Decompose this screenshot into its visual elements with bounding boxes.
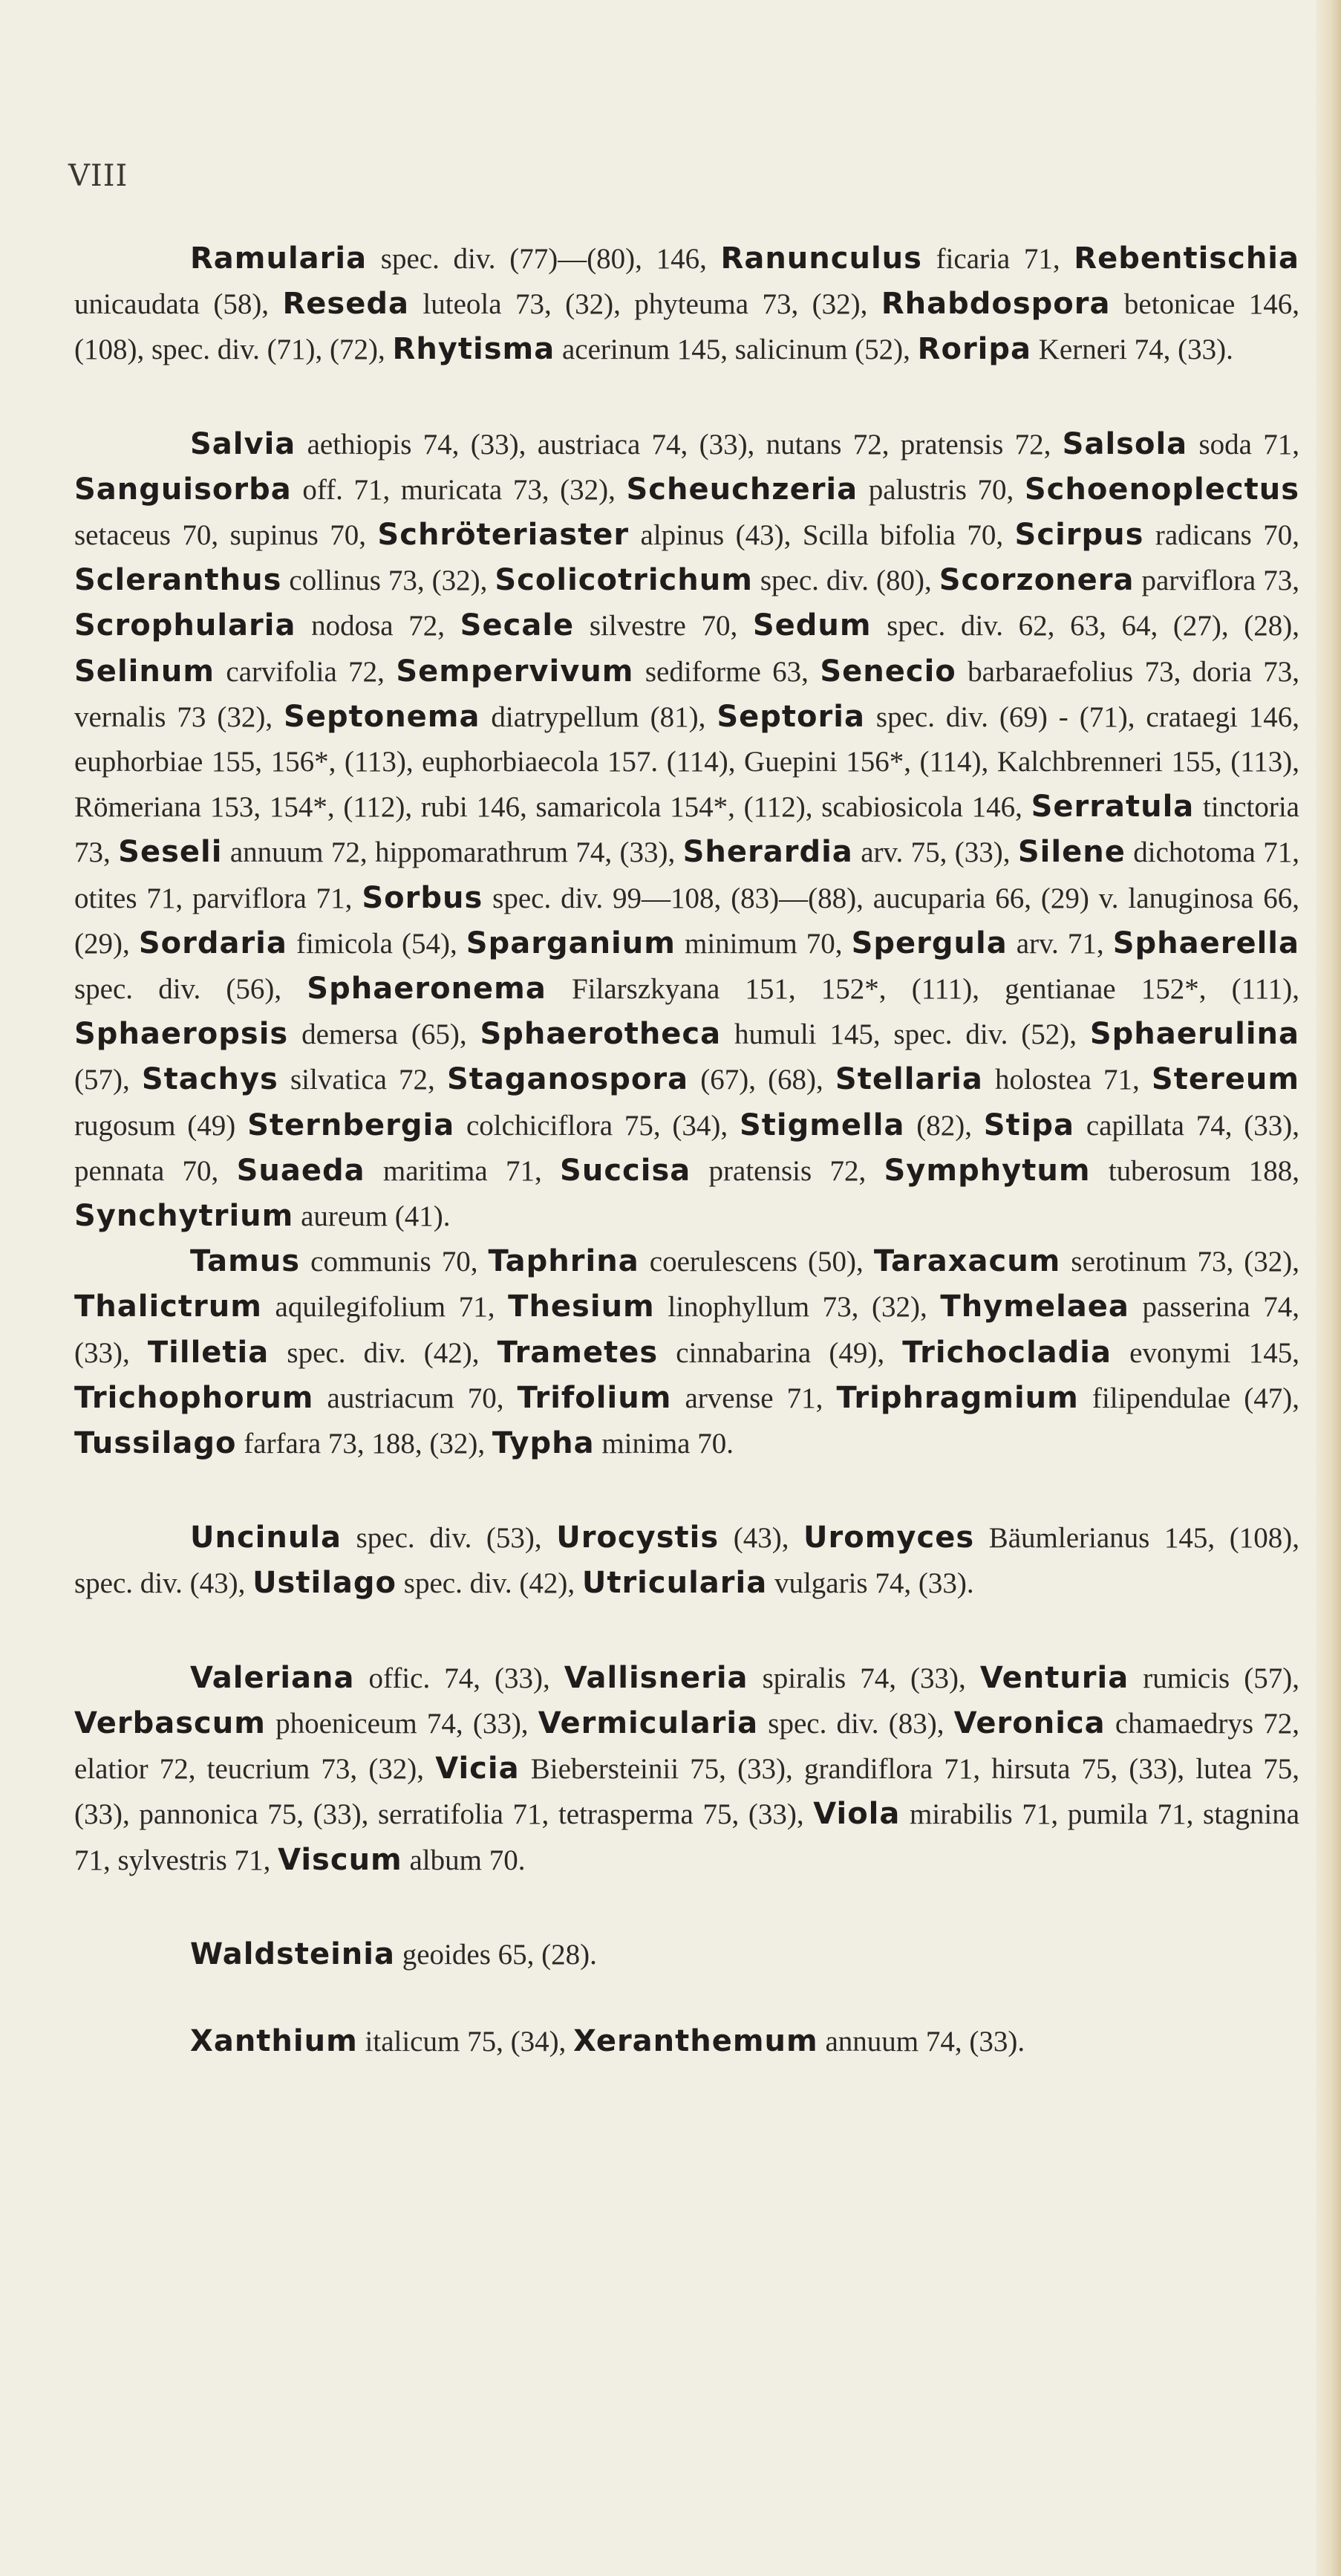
genus-name: Typha (492, 1426, 595, 1461)
genus-name: Sparganium (466, 926, 676, 960)
genus-name: Succisa (560, 1153, 691, 1188)
entry-detail: aquilegifolium 71, (261, 1291, 509, 1324)
entry-detail: spec. div. (53), (342, 1522, 557, 1555)
entry-detail: ficaria 71, (921, 243, 1074, 275)
genus-name: Venturia (979, 1660, 1129, 1695)
entry-detail: spec. div. (56), (74, 973, 307, 1006)
entry-detail: (43), (719, 1522, 804, 1555)
entry-detail: sediforme 63, (633, 655, 820, 688)
entry-detail: betonicae 146, (108), spec. div. (71), (72), (74, 288, 1299, 366)
entry-detail: vulgaris 74, (33). (767, 1567, 974, 1600)
genus-name: Stigmella (739, 1108, 905, 1142)
index-paragraph-u (74, 1515, 1299, 1606)
genus-name: Stellaria (835, 1062, 983, 1097)
entry-detail: pratensis 72, (691, 1154, 884, 1187)
genus-name: Stereum (1151, 1062, 1299, 1097)
genus-name: Verbascum (74, 1705, 266, 1740)
entry-detail: setaceus 70, supinus 70, (74, 519, 378, 552)
genus-name: Sphaerella (1112, 926, 1300, 960)
entry-detail: carvifolia 72, (215, 655, 397, 688)
entry-detail: arv. 75, (33), (852, 836, 1018, 869)
entry-detail: geoides 65, (28). (394, 1938, 597, 1971)
entry-detail: evonymi 145, (1111, 1336, 1300, 1369)
entry-detail: nodosa 72, (296, 610, 460, 643)
genus-name: Rhabdospora (881, 287, 1111, 322)
entry-detail: collinus 73, (32), (281, 565, 495, 597)
index-paragraph-s (74, 422, 1299, 1240)
genus-name: Seseli (118, 835, 223, 870)
entry-detail: austriacum 70, (313, 1382, 518, 1414)
genus-name: Taraxacum (873, 1244, 1061, 1279)
entry-detail: acerinum 145, salicinum (52), (555, 334, 918, 366)
genus-name: Senecio (820, 654, 956, 689)
genus-name: Spergula (851, 926, 1008, 960)
entry-detail: soda 71, (1187, 428, 1299, 461)
genus-name: Serratula (1031, 790, 1195, 824)
genus-name: Sorbus (362, 880, 483, 915)
genus-name: Vallisneria (564, 1660, 748, 1695)
genus-name: Trichocladia (902, 1335, 1112, 1370)
genus-name: Viola (813, 1797, 901, 1832)
genus-name: Sphaerotheca (480, 1017, 722, 1052)
entry-detail: communis 70, (300, 1246, 489, 1278)
genus-name: Rebentischia (1074, 241, 1299, 276)
genus-name: Sanguisorba (74, 472, 292, 507)
entry-detail: coerulescens (50), (639, 1246, 874, 1278)
entry-detail: luteola 73, (32), phyteuma 73, (32), (408, 288, 881, 321)
index-paragraph-x (74, 2019, 1299, 2064)
genus-name: Xanthium (190, 2023, 358, 2058)
entry-detail: parviflora 73, (1134, 565, 1299, 597)
genus-name: Schröteriaster (377, 518, 630, 553)
entry-detail: spiralis 74, (33), (748, 1662, 980, 1694)
genus-name: Selinum (74, 654, 215, 689)
entry-detail: spec. div. 99—108, (83)—(88), aucuparia 66, (29) v. lanuginosa 66, (29), (74, 882, 1299, 960)
entry-detail: unicaudata (58), (74, 288, 283, 321)
entry-detail: demersa (65), (288, 1018, 480, 1051)
genus-name: Ramularia (190, 241, 368, 276)
entry-detail: rugosum (49) (74, 1109, 248, 1142)
entry-detail: (82), (904, 1109, 984, 1142)
genus-name: Symphytum (884, 1153, 1091, 1188)
index-paragraph-v (74, 1656, 1299, 1883)
entry-detail: rumicis (57), (1129, 1662, 1299, 1694)
genus-name: Taphrina (488, 1244, 639, 1279)
entry-detail: aethiopis 74, (33), austriaca 74, (33), nutans 72, pratensis 72, (296, 428, 1063, 461)
genus-name: Stipa (983, 1108, 1075, 1142)
entry-detail: spec. div. (83), (758, 1707, 954, 1740)
entry-detail: minima 70. (594, 1428, 734, 1460)
genus-name: Sphaeronema (307, 972, 546, 1006)
genus-name: Triphragmium (836, 1380, 1079, 1415)
entry-detail: tinctoria 73, (74, 791, 1299, 869)
genus-name: Trametes (497, 1335, 659, 1370)
genus-name: Schoenoplectus (1024, 472, 1299, 507)
index-text (74, 236, 1299, 2113)
entry-detail: Bäumlerianus 145, (108), spec. div. (43), (74, 1522, 1299, 1600)
index-paragraph-w (74, 1932, 1299, 1977)
entry-detail: colchiciflora 75, (34), (454, 1109, 740, 1142)
genus-name: Staganospora (446, 1062, 689, 1097)
genus-name: Silene (1017, 835, 1126, 870)
genus-name: Valeriana (190, 1660, 355, 1695)
entry-detail: maritima 71, (365, 1154, 561, 1187)
entry-detail: mirabilis 71, pumila 71, stagnina 71, sylvestris 71, (74, 1798, 1300, 1876)
entry-detail: palustris 70, (858, 473, 1025, 506)
genus-name: Ustilago (252, 1566, 397, 1601)
entry-detail: capillata 74, (33), pennata 70, (74, 1109, 1300, 1187)
entry-detail: spec. div. 62, 63, 64, (27), (28), (871, 610, 1299, 643)
genus-name: Waldsteinia (190, 1936, 395, 1971)
page-edge (1316, 0, 1341, 2576)
genus-name: Scheuchzeria (626, 472, 858, 507)
genus-name: Utricularia (581, 1566, 768, 1601)
entry-detail: diatrypellum (81), (480, 700, 717, 733)
genus-name: Tilletia (147, 1335, 270, 1370)
genus-name: Stachys (141, 1062, 278, 1097)
genus-name: Uncinula (190, 1520, 342, 1555)
entry-detail: filipendulae (47), (1078, 1382, 1299, 1414)
entry-detail: spec. div. (42), (269, 1336, 497, 1369)
genus-name: Viscum (278, 1842, 402, 1877)
genus-name: Suaeda (236, 1153, 365, 1188)
genus-name: Reseda (282, 287, 409, 322)
genus-name: Sphaerulina (1089, 1017, 1299, 1052)
genus-name: Septoria (717, 699, 865, 734)
entry-detail: tuberosum 188, (1090, 1154, 1299, 1187)
entry-detail: off. 71, muricata 73, (32), (291, 473, 627, 506)
index-paragraph-r (74, 236, 1299, 373)
genus-name: Sempervivum (396, 654, 634, 689)
genus-name: Sternbergia (247, 1108, 455, 1142)
entry-detail: annuum 74, (33). (818, 2025, 1025, 2058)
entry-detail: barbaraefolius 73, doria 73, vernalis 73 (32), (74, 655, 1299, 733)
entry-detail: spec. div. (80), (752, 565, 939, 597)
entry-detail: (67), (68), (688, 1064, 835, 1096)
entry-detail: offic. 74, (33), (354, 1662, 564, 1694)
genus-name: Rhytisma (392, 332, 555, 367)
entry-detail: spec. div. (42), (397, 1567, 582, 1600)
genus-name: Salsola (1062, 426, 1188, 461)
genus-name: Vicia (435, 1752, 520, 1786)
genus-name: Thymelaea (940, 1289, 1129, 1324)
genus-name: Thesium (508, 1289, 655, 1324)
genus-name: Thalictrum (74, 1289, 262, 1324)
entry-detail: alpinus (43), Scilla bifolia 70, (629, 519, 1015, 552)
genus-name: Secale (460, 608, 575, 643)
entry-detail: silvestre 70, (574, 610, 753, 643)
entry-detail: chamaedrys 72, elatior 72, teucrium 73, (32), (74, 1707, 1300, 1786)
index-paragraph-t (74, 1239, 1299, 1466)
entry-detail: humuli 145, spec. div. (52), (721, 1018, 1090, 1051)
entry-detail: Filarszkyana 151, 152*, (111), gentianae 152*, (111), (546, 973, 1299, 1006)
genus-name: Vermicularia (538, 1705, 759, 1740)
entry-detail: spec. div. (77)—(80), 146, (367, 243, 721, 275)
genus-name: Trifolium (517, 1380, 672, 1415)
genus-name: Xeranthemum (573, 2023, 818, 2058)
entry-detail: passerina 74, (33), (74, 1291, 1300, 1369)
entry-detail: linophyllum 73, (32), (654, 1291, 941, 1324)
entry-detail: annuum 72, hippomarathrum 74, (33), (222, 836, 683, 869)
entry-detail: holostea 71, (982, 1064, 1152, 1096)
entry-detail: cinnabarina (49), (658, 1336, 903, 1369)
entry-detail: minimum 70, (675, 927, 852, 960)
genus-name: Sherardia (682, 835, 853, 870)
entry-detail: italicum 75, (34), (357, 2025, 574, 2058)
entry-detail: fimicola (54), (287, 927, 466, 960)
entry-detail: dichotoma 71, otites 71, parviflora 71, (74, 836, 1299, 914)
entry-detail: radicans 70, (1143, 519, 1299, 552)
genus-name: Septonema (284, 699, 480, 734)
entry-detail: Kerneri 74, (33). (1031, 334, 1233, 366)
genus-name: Trichophorum (74, 1380, 314, 1415)
genus-name: Veronica (953, 1705, 1106, 1740)
entry-detail: album 70. (402, 1844, 526, 1876)
genus-name: Scrophularia (74, 608, 296, 643)
entry-detail: (57), (74, 1064, 142, 1096)
genus-name: Scirpus (1014, 518, 1144, 553)
page-number: VIII (68, 159, 128, 193)
genus-name: Sphaeropsis (74, 1017, 289, 1052)
entry-detail: arvense 71, (671, 1382, 837, 1414)
genus-name: Sordaria (138, 926, 287, 960)
genus-name: Roripa (917, 332, 1031, 367)
genus-name: Salvia (190, 426, 296, 461)
genus-name: Urocystis (556, 1520, 720, 1555)
entry-detail: aureum (41). (293, 1200, 451, 1233)
genus-name: Uromyces (803, 1520, 975, 1555)
genus-name: Tussilago (74, 1426, 237, 1461)
entry-detail: phoeniceum 74, (33), (265, 1707, 538, 1740)
entry-detail: Biebersteinii 75, (33), grandiflora 71, hirsuta 75, (33), lutea 75, (33), pannonica 75, (33), serratifolia 71, tetrasperma 75, (33), (74, 1753, 1299, 1831)
genus-name: Scleranthus (74, 563, 282, 598)
entry-detail: spec. div. (69) - (71), crataegi 146, euphorbiae 155, 156*, (113), euphorbiaecola 157. (114), Guepini 156*, (114), Kalchbrenneri 155, (113), Römeriana 153, 154*, (112), rubi 146, samaricola 154*, (112), scabiosicola 146, (74, 700, 1300, 824)
entry-detail: serotinum 73, (32), (1060, 1246, 1299, 1278)
genus-name: Ranunculus (720, 241, 922, 276)
genus-name: Sedum (752, 608, 872, 643)
genus-name: Scolicotrichum (495, 563, 753, 598)
entry-detail: farfara 73, 188, (32), (236, 1428, 492, 1460)
genus-name: Scorzonera (939, 563, 1135, 598)
entry-detail: silvatica 72, (278, 1064, 447, 1096)
entry-detail: arv. 71, (1007, 927, 1113, 960)
genus-name: Synchytrium (74, 1199, 294, 1234)
genus-name: Tamus (190, 1244, 301, 1279)
